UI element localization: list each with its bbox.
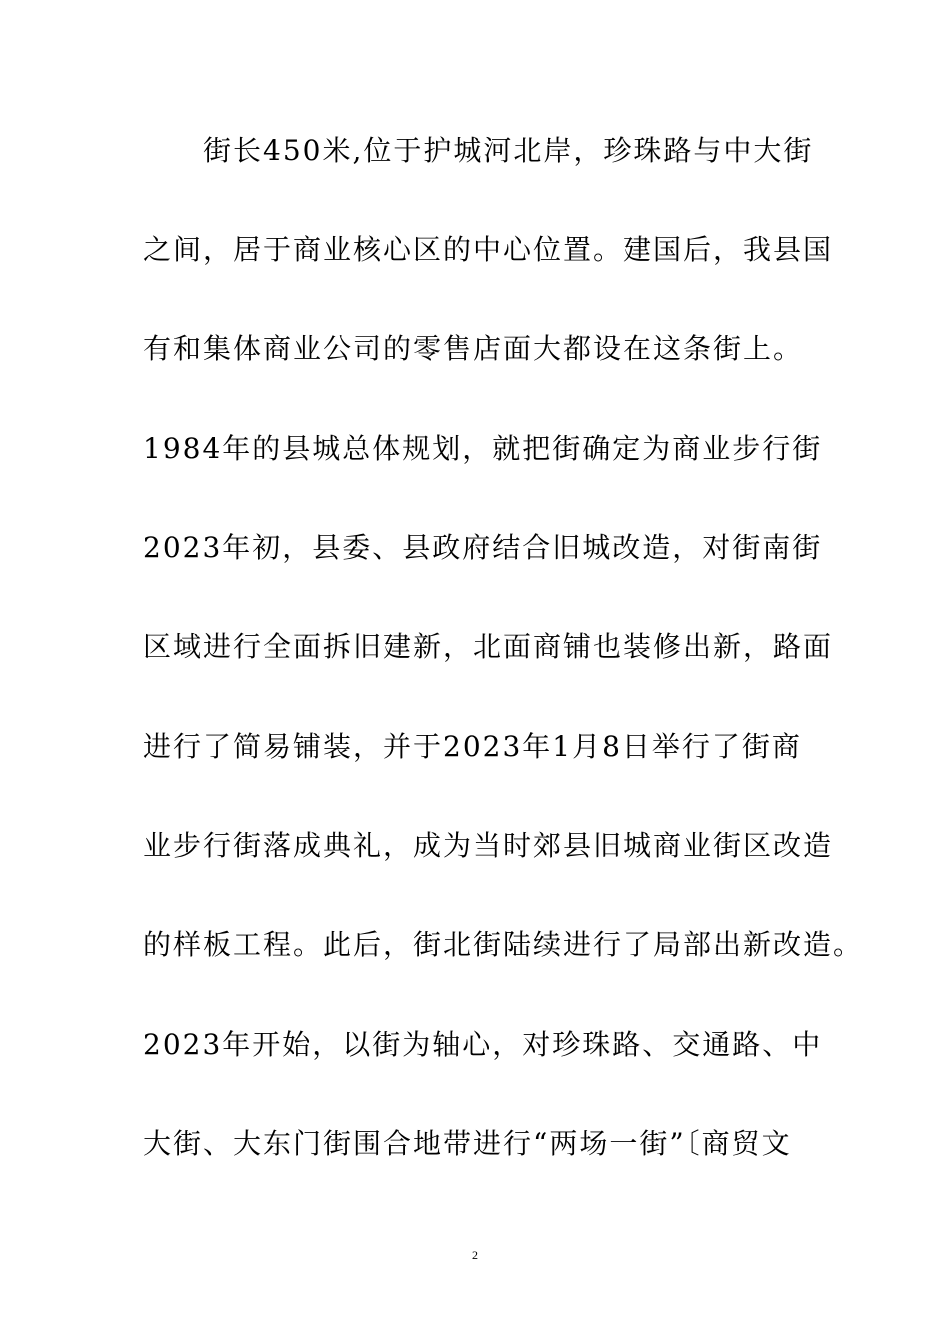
paragraph-line-9: 的样板工程。此后，街北街陆续进行了局部出新改造。 — [143, 928, 864, 961]
paragraph-line-11: 大街、大东门街围合地带进行“两场一街”〔商贸文 — [143, 1127, 792, 1160]
page-number: 2 — [472, 1248, 478, 1262]
paragraph-line-7: 进行了简易铺装，并于2023年1月8日举行了街商 — [143, 730, 802, 763]
paragraph-line-2: 之间，居于商业核心区的中心位置。建国后，我县国 — [143, 233, 834, 266]
paragraph-line-1: 街长450米,位于护城河北岸，珍珠路与中大街 — [203, 134, 814, 167]
paragraph-line-10: 2023年开始，以街为轴心，对珍珠路、交通路、中 — [143, 1028, 823, 1061]
paragraph-line-5: 2023年初，县委、县政府结合旧城改造，对街南街 — [143, 531, 823, 564]
paragraph-line-3: 有和集体商业公司的零售店面大都设在这条街上。 — [143, 332, 804, 365]
paragraph-line-6: 区域进行全面拆旧建新，北面商铺也装修出新，路面 — [143, 630, 834, 663]
paragraph-line-8: 业步行街落成典礼，成为当时郊县旧城商业街区改造 — [143, 829, 834, 862]
paragraph-line-4: 1984年的县城总体规划，就把街确定为商业步行街 — [143, 432, 823, 465]
